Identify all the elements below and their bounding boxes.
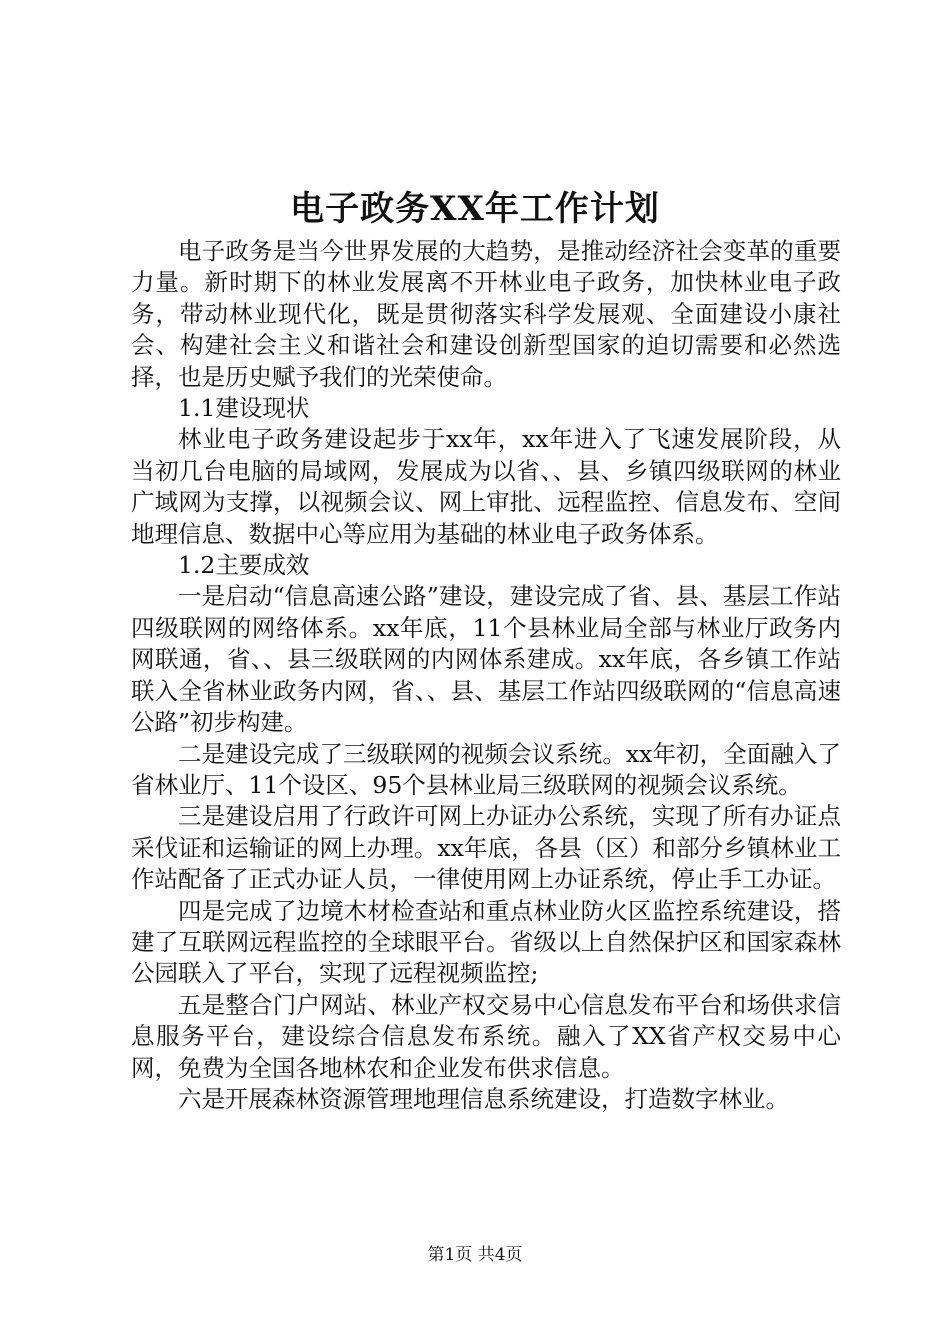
section-heading-main-results: 1.2主要成效 [178, 551, 310, 580]
current-status-paragraph: 林业电子政务建设起步于xx年，xx年进入了飞速发展阶段，从当初几台电脑的局域网，发展成为以省、、县、乡镇四级联网的林业广域网为支撑，以视频会议、网上审批、远程监控、信息发布、空间地理信息、数据中心等应用为基础的林业电子政务体系。 [131, 425, 841, 548]
document-body [131, 236, 841, 1115]
result-paragraph-2: 二是建设完成了三级联网的视频会议系统。xx年初，全面融入了省林业厅、11个设区、95个县林业局三级联网的视频会议系统。 [131, 739, 841, 799]
result-paragraph-3: 三是建设启用了行政许可网上办证办公系统，实现了所有办证点采伐证和运输证的网上办理。xx年底，各县（区）和部分乡镇林业工作站配备了正式办证人员，一律使用网上办证系统，停止手工办证。 [131, 802, 841, 894]
result-paragraph-6: 六是开展森林资源管理地理信息系统建设，打造数字林业。 [178, 1084, 789, 1113]
section-heading-current-status: 1.1建设现状 [178, 394, 310, 423]
result-paragraph-4: 四是完成了边境木材检查站和重点林业防火区监控系统建设，搭建了互联网远程监控的全球眼平台。省级以上自然保护区和国家森林公园联入了平台，实现了远程视频监控; [131, 896, 841, 988]
document-title: 电子政务XX年工作计划 [290, 189, 660, 229]
result-paragraph-5: 五是整合门户网站、林业产权交易中心信息发布平台和场供求信息服务平台，建设综合信息发布系统。融入了XX省产权交易中心网，免费为全国各地林农和企业发布供求信息。 [131, 990, 841, 1082]
intro-paragraph: 电子政务是当今世界发展的大趋势，是推动经济社会变革的重要力量。新时期下的林业发展离不开林业电子政务，加快林业电子政务，带动林业现代化，既是贯彻落实科学发展观、全面建设小康社会、构建社会主义和谐社会和建设创新型国家的迫切需要和必然选择，也是历史赋予我们的光荣使命。 [131, 237, 841, 391]
result-paragraph-1: 一是启动“信息高速公路”建设，建设完成了省、县、基层工作站四级联网的网络体系。xx年底，11个县林业局全部与林业厅政务内网联通，省、、县三级联网的内网体系建成。xx年底，各乡镇工作站联入全省林业政务内网，省、、县、基层工作站四级联网的“信息高速公路”初步构建。 [131, 582, 841, 737]
page-footer: 第1页 共4页 [427, 1245, 523, 1265]
